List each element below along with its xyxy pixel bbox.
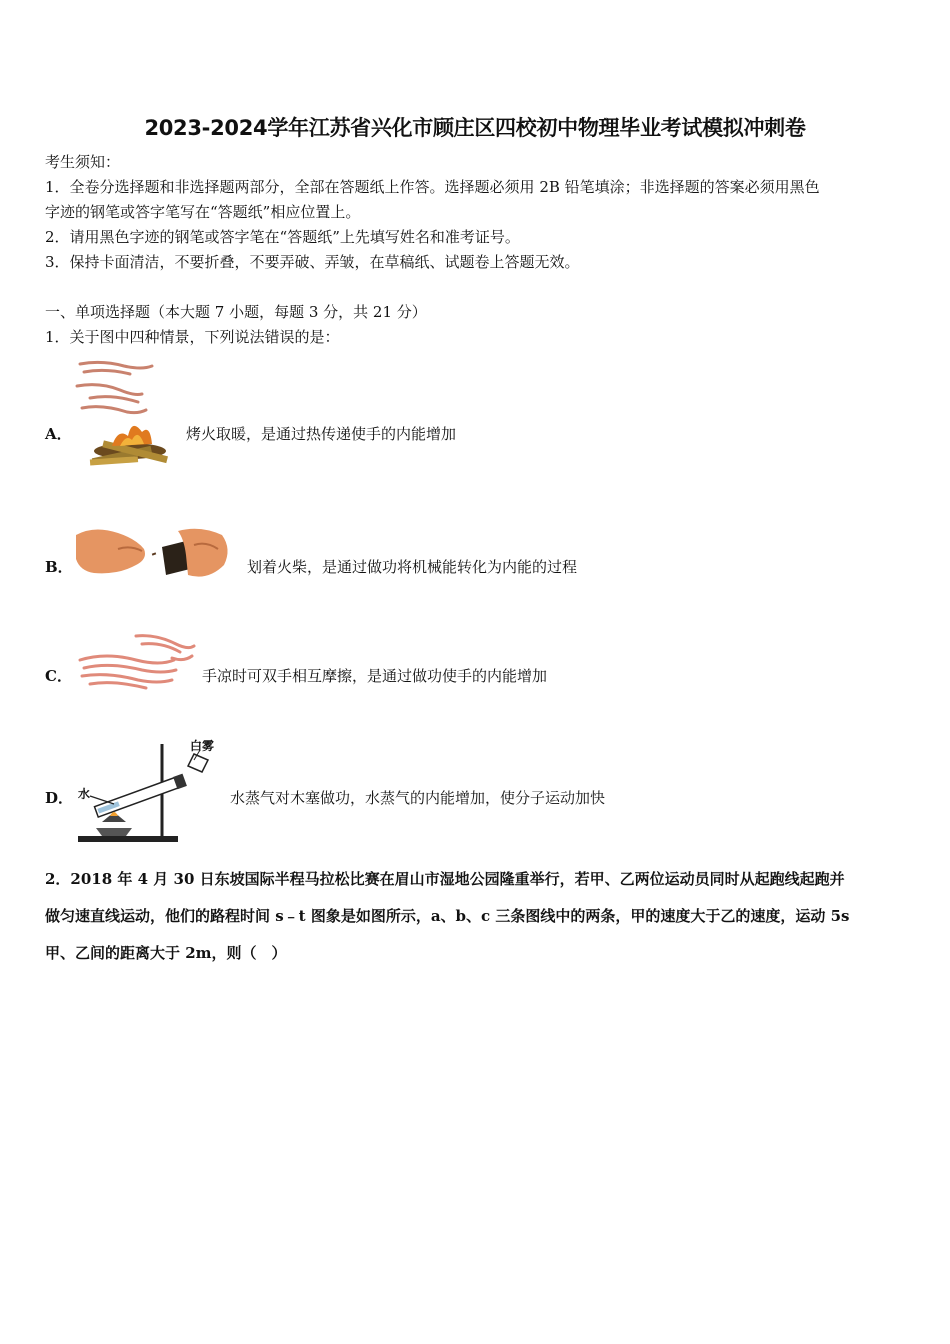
option-b-letter: B． xyxy=(45,558,73,576)
fig-label-white-mist: 白雾 xyxy=(190,739,215,753)
question-2-line-3: 甲、乙间的距离大于 2m，则（ ） xyxy=(45,944,287,962)
notice-line-1a: 1．全卷分选择题和非选择题两部分，全部在答题纸上作答。选择题必须用 2B 铅笔填涂；非选择题的答案必须用黑色 xyxy=(45,178,820,196)
question-1-stem: 1．关于图中四种情景，下列说法错误的是： xyxy=(45,328,340,346)
rubbing-hands-figure xyxy=(76,630,198,698)
option-c-letter: C． xyxy=(45,667,72,685)
section-heading: 一、单项选择题（本大题 7 小题，每题 3 分，共 21 分） xyxy=(45,303,427,321)
option-c-text: 手凉时可双手相互摩擦，是通过做功使手的内能增加 xyxy=(202,667,548,685)
campfire-hands-figure xyxy=(72,356,182,478)
notice-line-1b: 字迹的钢笔或答字笔写在“答题纸”相应位置上。 xyxy=(45,203,361,221)
question-2-line-2: 做匀速直线运动，他们的路程时间 s﹣t 图象是如图所示，a、b、c 三条图线中的两条，甲的速度大于乙的速度，运动 5s xyxy=(45,907,850,925)
page-title: 2023-2024学年江苏省兴化市顾庄区四校初中物理毕业考试模拟冲刺卷 xyxy=(144,116,806,140)
notice-heading: 考生须知： xyxy=(45,153,121,171)
fig-label-water: 水 xyxy=(78,787,91,801)
option-d-text: 水蒸气对木塞做功，水蒸气的内能增加，使分子运动加快 xyxy=(230,789,606,807)
option-a-text: 烤火取暖，是通过热传递使手的内能增加 xyxy=(186,425,457,443)
notice-line-3: 3．保持卡面清洁，不要折叠，不要弄破、弄皱，在草稿纸、试题卷上答题无效。 xyxy=(45,253,580,271)
steam-cork-apparatus-figure xyxy=(74,738,226,846)
notice-line-2: 2．请用黑色字迹的钢笔或答字笔在“答题纸”上先填写姓名和准考证号。 xyxy=(45,228,520,246)
option-b-text: 划着火柴，是通过做功将机械能转化为内能的过程 xyxy=(247,558,578,576)
option-a-letter: A． xyxy=(45,425,72,443)
match-striking-figure xyxy=(74,525,232,585)
question-2-line-1: 2．2018 年 4 月 30 日东坡国际半程马拉松比赛在眉山市湿地公园隆重举行，若甲、乙两位运动员同时从起跑线起跑并 xyxy=(45,870,845,888)
option-d-letter: D． xyxy=(45,789,74,807)
